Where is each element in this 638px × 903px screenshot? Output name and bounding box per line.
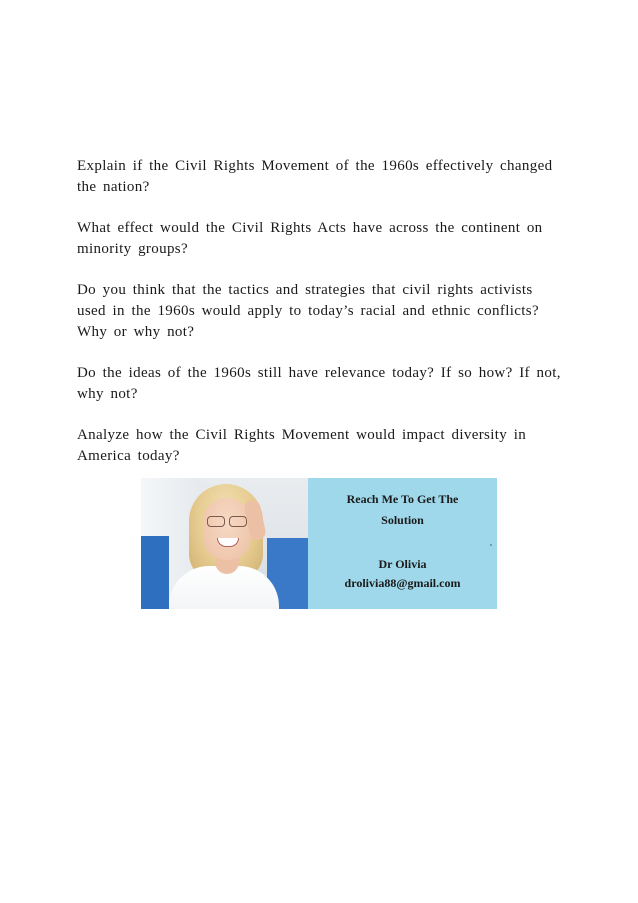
contact-banner xyxy=(141,478,497,609)
question-1: Explain if the Civil Rights Movement of the 1960s effectively changed the nation? xyxy=(77,158,553,195)
banner-headline xyxy=(308,489,497,531)
glasses-icon xyxy=(205,516,249,526)
question-2: What effect would the Civil Rights Acts have across the continent on minority groups? xyxy=(77,220,543,257)
banner-headline-line2: Solution xyxy=(381,513,424,527)
banner-headline-line1: Reach Me To Get The xyxy=(346,492,459,506)
contact-name: Dr Olivia xyxy=(378,557,427,571)
question-5: Analyze how the Civil Rights Movement would impact diversity in America today? xyxy=(77,427,527,464)
question-4: Do the ideas of the 1960s still have relevance today? If so how? If not, why not? xyxy=(77,365,561,402)
contact-info-panel xyxy=(308,478,497,609)
question-list xyxy=(77,156,567,487)
woman-portrait-image xyxy=(141,478,308,609)
contact-email: drolivia88@gmail.com xyxy=(344,576,461,590)
question-3: Do you think that the tactics and strategies that civil rights activists used in the 1960s would apply to today’s racial and ethnic conflicts? Why or why not? xyxy=(77,282,539,340)
